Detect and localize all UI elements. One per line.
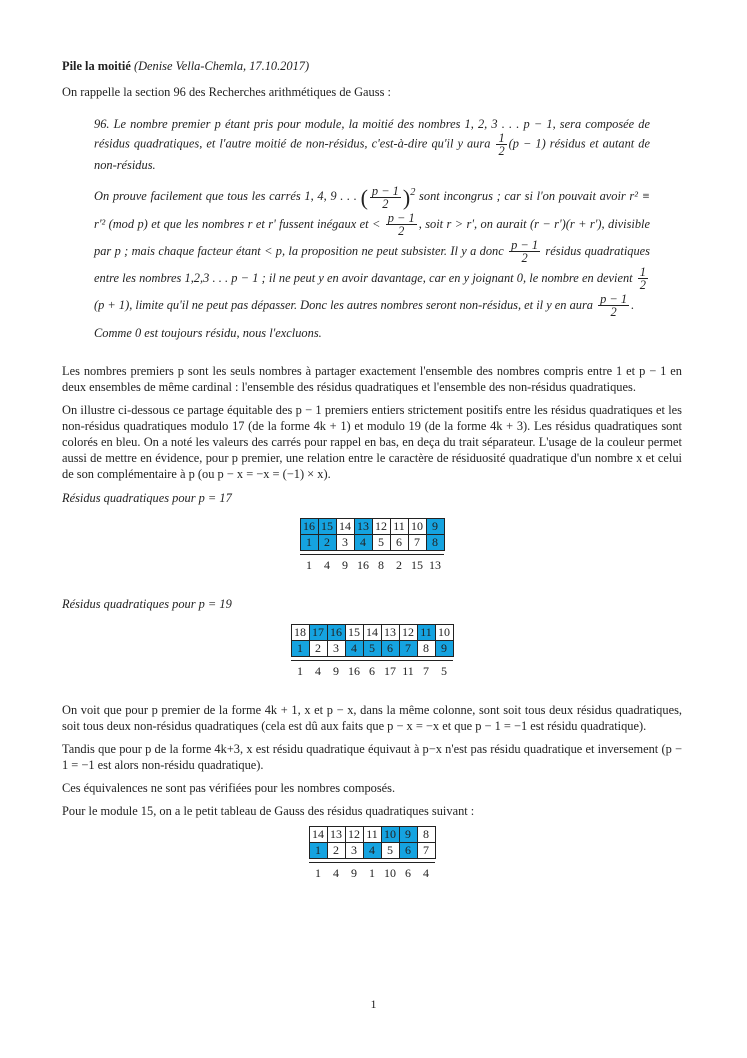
residue-cell: 13 [354, 518, 372, 534]
non-residue-cell: 2 [327, 842, 345, 858]
page-number: 1 [370, 997, 377, 1011]
non-residue-cell: 7 [408, 534, 426, 550]
square-value: 4 [417, 862, 435, 882]
square-value: 17 [381, 660, 399, 680]
non-residue-cell: 14 [336, 518, 354, 534]
non-residue-cell: 12 [345, 826, 363, 842]
quote-paragraph-2: On prouve facilement que tous les carrés 1, 4, 9 . . . ( $\frac{p - 1}{2}$ )$^2$ sont incongrus ; car si l'on pouvait avoir r² ≡ r'² (mod p) et que les nombres r et r' fussent inégaux et < $\frac{p - 1}{2}$ , soit r > r', on aurait (r − r')(r + r'), divisible par p ; mais chaque facteur étant < p, la proposition ne peut subsister. Il y a donc $\frac{p - 1}{2}$ résidus quadratiques entre les nombres 1,2,3 . . . p − 1 ; il ne peut y en avoir davantage, car en y joignant 0, le nombre en devient $\frac{1}{2}$ (p + 1), limite qu'il ne peut pas dépasser. Donc les autres nombres seront non-résidus, et il y en aura $\frac{p - 1}{2}$ . [94, 183, 650, 320]
gauss-table-p17 [300, 518, 445, 574]
caption-p19: Résidus quadratiques pour p = 19 [62, 596, 232, 611]
fraction: $\frac{1}{2}$ [498, 131, 505, 158]
non-residue-cell: 5 [381, 842, 399, 858]
residue-cell: 7 [399, 640, 417, 656]
number-row [291, 640, 453, 656]
non-residue-cell: 3 [345, 842, 363, 858]
square-value: 6 [399, 862, 417, 882]
square-value: 7 [417, 660, 435, 680]
residue-cell: 6 [399, 842, 417, 858]
square-value: 8 [372, 554, 390, 574]
intro-paragraph: On rappelle la section 96 des Recherches arithmétiques de Gauss : [62, 85, 391, 99]
residue-cell: 9 [426, 518, 444, 534]
residue-cell: 16 [300, 518, 318, 534]
residue-cell: 17 [309, 624, 327, 640]
quote-text: résidus quadratiques entre les nombres 1,2,3 . . . p − 1 ; il ne peut y en avoir davantage, car en y joignant 0, le nombre en devient [94, 243, 650, 285]
quote-text: On prouve facilement que tous les carrés 1, 4, 9 . . . [94, 189, 357, 204]
residue-cell: 16 [327, 624, 345, 640]
square-value: 4 [309, 660, 327, 680]
gauss-table-p19 [291, 624, 454, 680]
square-value: 5 [435, 660, 453, 680]
residue-cell: 1 [309, 842, 327, 858]
paragraph-6: Pour le module 15, on a le petit tableau de Gauss des résidus quadratiques suivant : [62, 803, 475, 818]
non-residue-cell: 14 [363, 624, 381, 640]
non-residue-cell: 11 [390, 518, 408, 534]
residue-cell: 5 [363, 640, 381, 656]
non-residue-cell: 2 [309, 640, 327, 656]
residue-cell: 4 [345, 640, 363, 656]
fraction: $\frac{1}{2}$ [639, 265, 646, 293]
residue-cell: 8 [426, 534, 444, 550]
residue-cell: 11 [417, 624, 435, 640]
paragraph-1: Les nombres premiers p sont les seuls nombres à partager exactement l'ensemble des nombres compris entre 1 et p − 1 en deux ensembles de même cardinal : l'ensemble des résidus quadratiques et l'ensemble des non-résidus quadratiques. [62, 363, 682, 394]
number-row [300, 534, 444, 550]
non-residue-cell: 7 [417, 842, 435, 858]
title-line [62, 58, 682, 74]
residue-cell: 9 [399, 826, 417, 842]
non-residue-cell: 3 [327, 640, 345, 656]
square-value: 1 [363, 862, 381, 882]
author-date: (Denise Vella-Chemla, 17.10.2017) [133, 59, 310, 73]
paragraph-3: On voit que pour p premier de la forme 4k + 1, x et p − x, dans la même colonne, sont soit tous deux résidus quadratiques, soit tous deux non-résidus quadratiques (cela est dû aux faits que p − x = −x et que p − 1 = −1 est résidu quadratique). [62, 702, 682, 733]
non-residue-cell: 14 [309, 826, 327, 842]
complement-row [291, 624, 453, 640]
quote-text: (p − 1) résidus et autant de non-résidus. [94, 136, 650, 172]
quote-text: 96. Le nombre premier p étant pris pour module, la moitié des nombres 1, 2, 3 . . . p − 1, sera composée de résidus quadratiques, et l'autre moitié de non-résidus, c'est-à-dire qu'il y aura [94, 117, 650, 151]
non-residue-cell: 10 [408, 518, 426, 534]
non-residue-cell: 15 [345, 624, 363, 640]
residue-cell: 1 [300, 534, 318, 550]
non-residue-cell: 8 [417, 640, 435, 656]
squares-row [309, 862, 435, 882]
residue-cell: 4 [354, 534, 372, 550]
square-value: 10 [381, 862, 399, 882]
non-residue-cell: 5 [372, 534, 390, 550]
square-value: 2 [390, 554, 408, 574]
non-residue-cell: 13 [381, 624, 399, 640]
residue-cell: 1 [291, 640, 309, 656]
gauss-table-mod15 [309, 826, 436, 882]
residue-cell: 4 [363, 842, 381, 858]
quote-text: sont incongrus ; car si l'on pouvait avoir r² ≡ r'² (mod p) et que les nombres r et r' fussent inégaux et < [94, 189, 650, 231]
square-value: 4 [318, 554, 336, 574]
square-value: 9 [345, 862, 363, 882]
fraction: $\frac{p - 1}{2}$ [387, 211, 415, 239]
residue-cell: 10 [381, 826, 399, 842]
non-residue-cell: 3 [336, 534, 354, 550]
non-residue-cell: 8 [417, 826, 435, 842]
non-residue-cell: 18 [291, 624, 309, 640]
fraction: $\frac{p - 1}{2}$ [371, 183, 399, 211]
non-residue-cell: 6 [390, 534, 408, 550]
document-title: Pile la moitié [62, 59, 131, 73]
quote-text: (p + 1), limite qu'il ne peut pas dépasser. Donc les autres nombres seront non-résidus, et il y en aura [94, 297, 594, 312]
square-value: 11 [399, 660, 417, 680]
non-residue-cell: 12 [399, 624, 417, 640]
complement-row [309, 826, 435, 842]
quote-paragraph-1 [94, 116, 650, 173]
square-value: 1 [291, 660, 309, 680]
non-residue-cell: 13 [327, 826, 345, 842]
square-value: 9 [336, 554, 354, 574]
non-residue-cell: 12 [372, 518, 390, 534]
squares-row [300, 554, 444, 574]
caption-p17: Résidus quadratiques pour p = 17 [62, 490, 232, 505]
residue-cell: 2 [318, 534, 336, 550]
document-page [62, 58, 682, 904]
non-residue-cell: 10 [435, 624, 453, 640]
square-value: 9 [327, 660, 345, 680]
square-value: 13 [426, 554, 444, 574]
square-value: 1 [300, 554, 318, 574]
residue-cell: 15 [318, 518, 336, 534]
square-value: 16 [354, 554, 372, 574]
residue-cell: 6 [381, 640, 399, 656]
paragraph-4: Tandis que pour p de la forme 4k+3, x est résidu quadratique équivaut à p−x n'est pas résidu quadratique et inversement (p − 1 = −1 est alors non-résidu quadratique). [62, 741, 682, 772]
squares-row [291, 660, 453, 680]
quote-paragraph-3: Comme 0 est toujours résidu, nous l'excluons. [94, 325, 322, 340]
paragraph-2: On illustre ci-dessous ce partage équitable des p − 1 premiers entiers strictement positifs entre les résidus quadratiques et les non-résidus quadratiques modulo 17 (de la forme 4k + 1) et modulo 19 (de la forme 4k + 3). Les résidus quadratiques sont colorés en bleu. On a noté les valeurs des carrés pour rappel en bas, en deça du trait séparateur. L'usage de la couleur permet aussi de mettre en évidence, pour p premier, une relation entre le caractère de résiduosité quadratique d'un nombre x et celui de son complémentaire à p (ou p − x = −x = (−1) × x). [62, 402, 682, 481]
fraction: $\frac{p - 1}{2}$ [511, 238, 539, 266]
non-residue-cell: 11 [363, 826, 381, 842]
paragraph-5: Ces équivalences ne sont pas vérifiées pour les nombres composés. [62, 780, 396, 795]
square-value: 4 [327, 862, 345, 882]
residue-cell: 9 [435, 640, 453, 656]
number-row [309, 842, 435, 858]
quote-text: , soit r > r', on aurait (r − r')(r + r'), divisible par p ; mais chaque facteur étant < p, la proposition ne peut subsister. Il y a donc [94, 216, 650, 258]
gauss-quote [94, 116, 650, 341]
square-value: 6 [363, 660, 381, 680]
complement-row [300, 518, 444, 534]
square-value: 15 [408, 554, 426, 574]
fraction: $\frac{p - 1}{2}$ [600, 292, 628, 320]
square-value: 1 [309, 862, 327, 882]
square-value: 16 [345, 660, 363, 680]
